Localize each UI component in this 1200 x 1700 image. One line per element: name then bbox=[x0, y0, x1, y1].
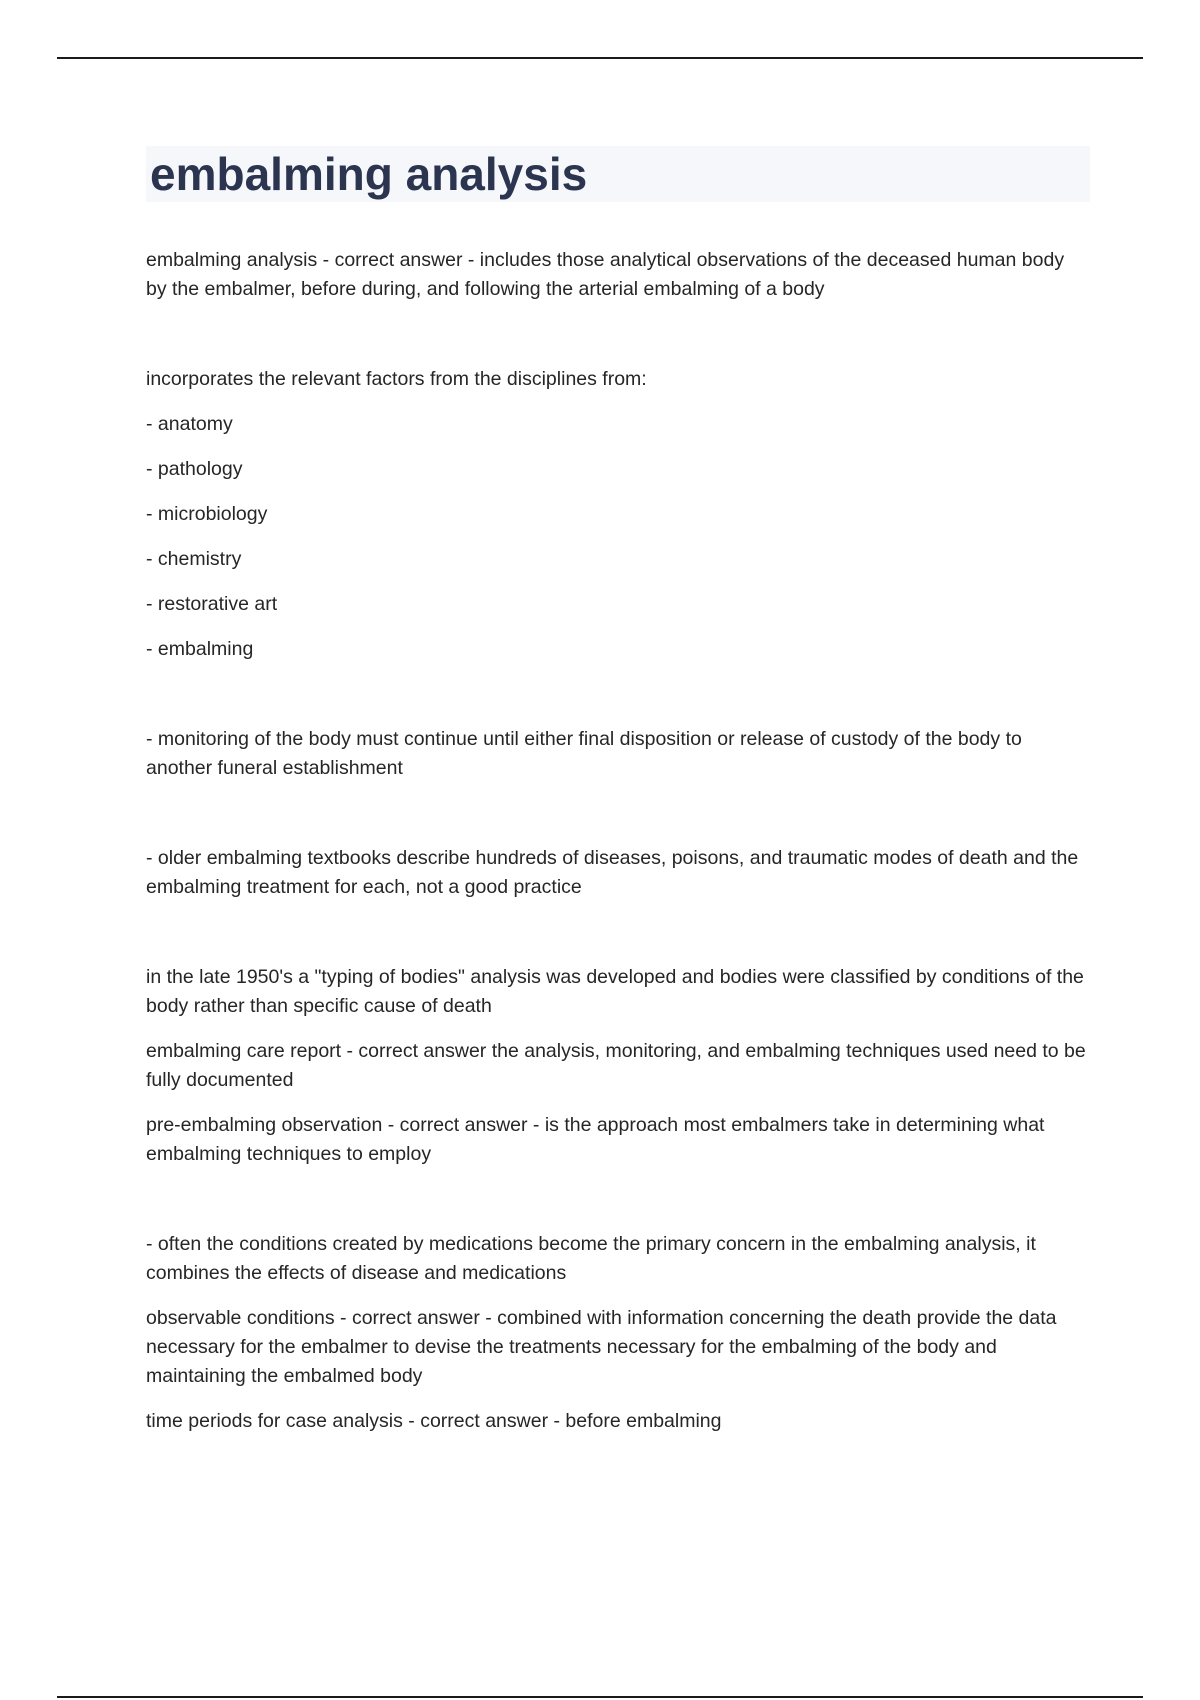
list-item-restorative-art: - restorative art bbox=[146, 593, 278, 615]
paragraph-pre-embalming: pre-embalming observation - correct answer - is the approach most embalmers take in determining what embalming techniques to employ bbox=[146, 1114, 1045, 1165]
list-item-pathology: - pathology bbox=[146, 458, 243, 480]
paragraph-monitoring: - monitoring of the body must continue until either final disposition or release of custody of the body to another funeral establishment bbox=[146, 728, 1022, 779]
paragraph-observable-conditions: observable conditions - correct answer - combined with information concerning the death provide the data necessary for the embalmer to devise the treatments necessary for the embalming of the body and maintaining the embalmed body bbox=[146, 1307, 1057, 1387]
title-band bbox=[146, 146, 1090, 202]
list-item-embalming: - embalming bbox=[146, 638, 254, 660]
paragraph-disciplines-intro: incorporates the relevant factors from the disciplines from: bbox=[146, 368, 647, 390]
paragraph-definition: embalming analysis - correct answer - includes those analytical observations of the deceased human body by the embalmer, before during, and following the arterial embalming of a body bbox=[146, 249, 1065, 300]
top-rule bbox=[57, 57, 1143, 59]
paragraph-time-periods: time periods for case analysis - correct answer - before embalming bbox=[146, 1410, 722, 1432]
list-item-chemistry: - chemistry bbox=[146, 548, 242, 570]
paragraph-typing-of-bodies: in the late 1950's a "typing of bodies" analysis was developed and bodies were classified by conditions of the body rather than specific cause of death bbox=[146, 966, 1084, 1017]
list-item-anatomy: - anatomy bbox=[146, 413, 233, 435]
paragraph-care-report: embalming care report - correct answer the analysis, monitoring, and embalming techniques used need to be fully documented bbox=[146, 1040, 1086, 1091]
paragraph-older-textbooks: - older embalming textbooks describe hundreds of diseases, poisons, and traumatic modes of death and the embalming treatment for each, not a good practice bbox=[146, 847, 1079, 898]
bottom-rule bbox=[57, 1696, 1143, 1698]
document-title: embalming analysis bbox=[150, 148, 588, 200]
paragraph-medications: - often the conditions created by medications become the primary concern in the embalming analysis, it combines the effects of disease and medications bbox=[146, 1233, 1036, 1284]
list-item-microbiology: - microbiology bbox=[146, 503, 268, 525]
document-body bbox=[146, 146, 1090, 1436]
